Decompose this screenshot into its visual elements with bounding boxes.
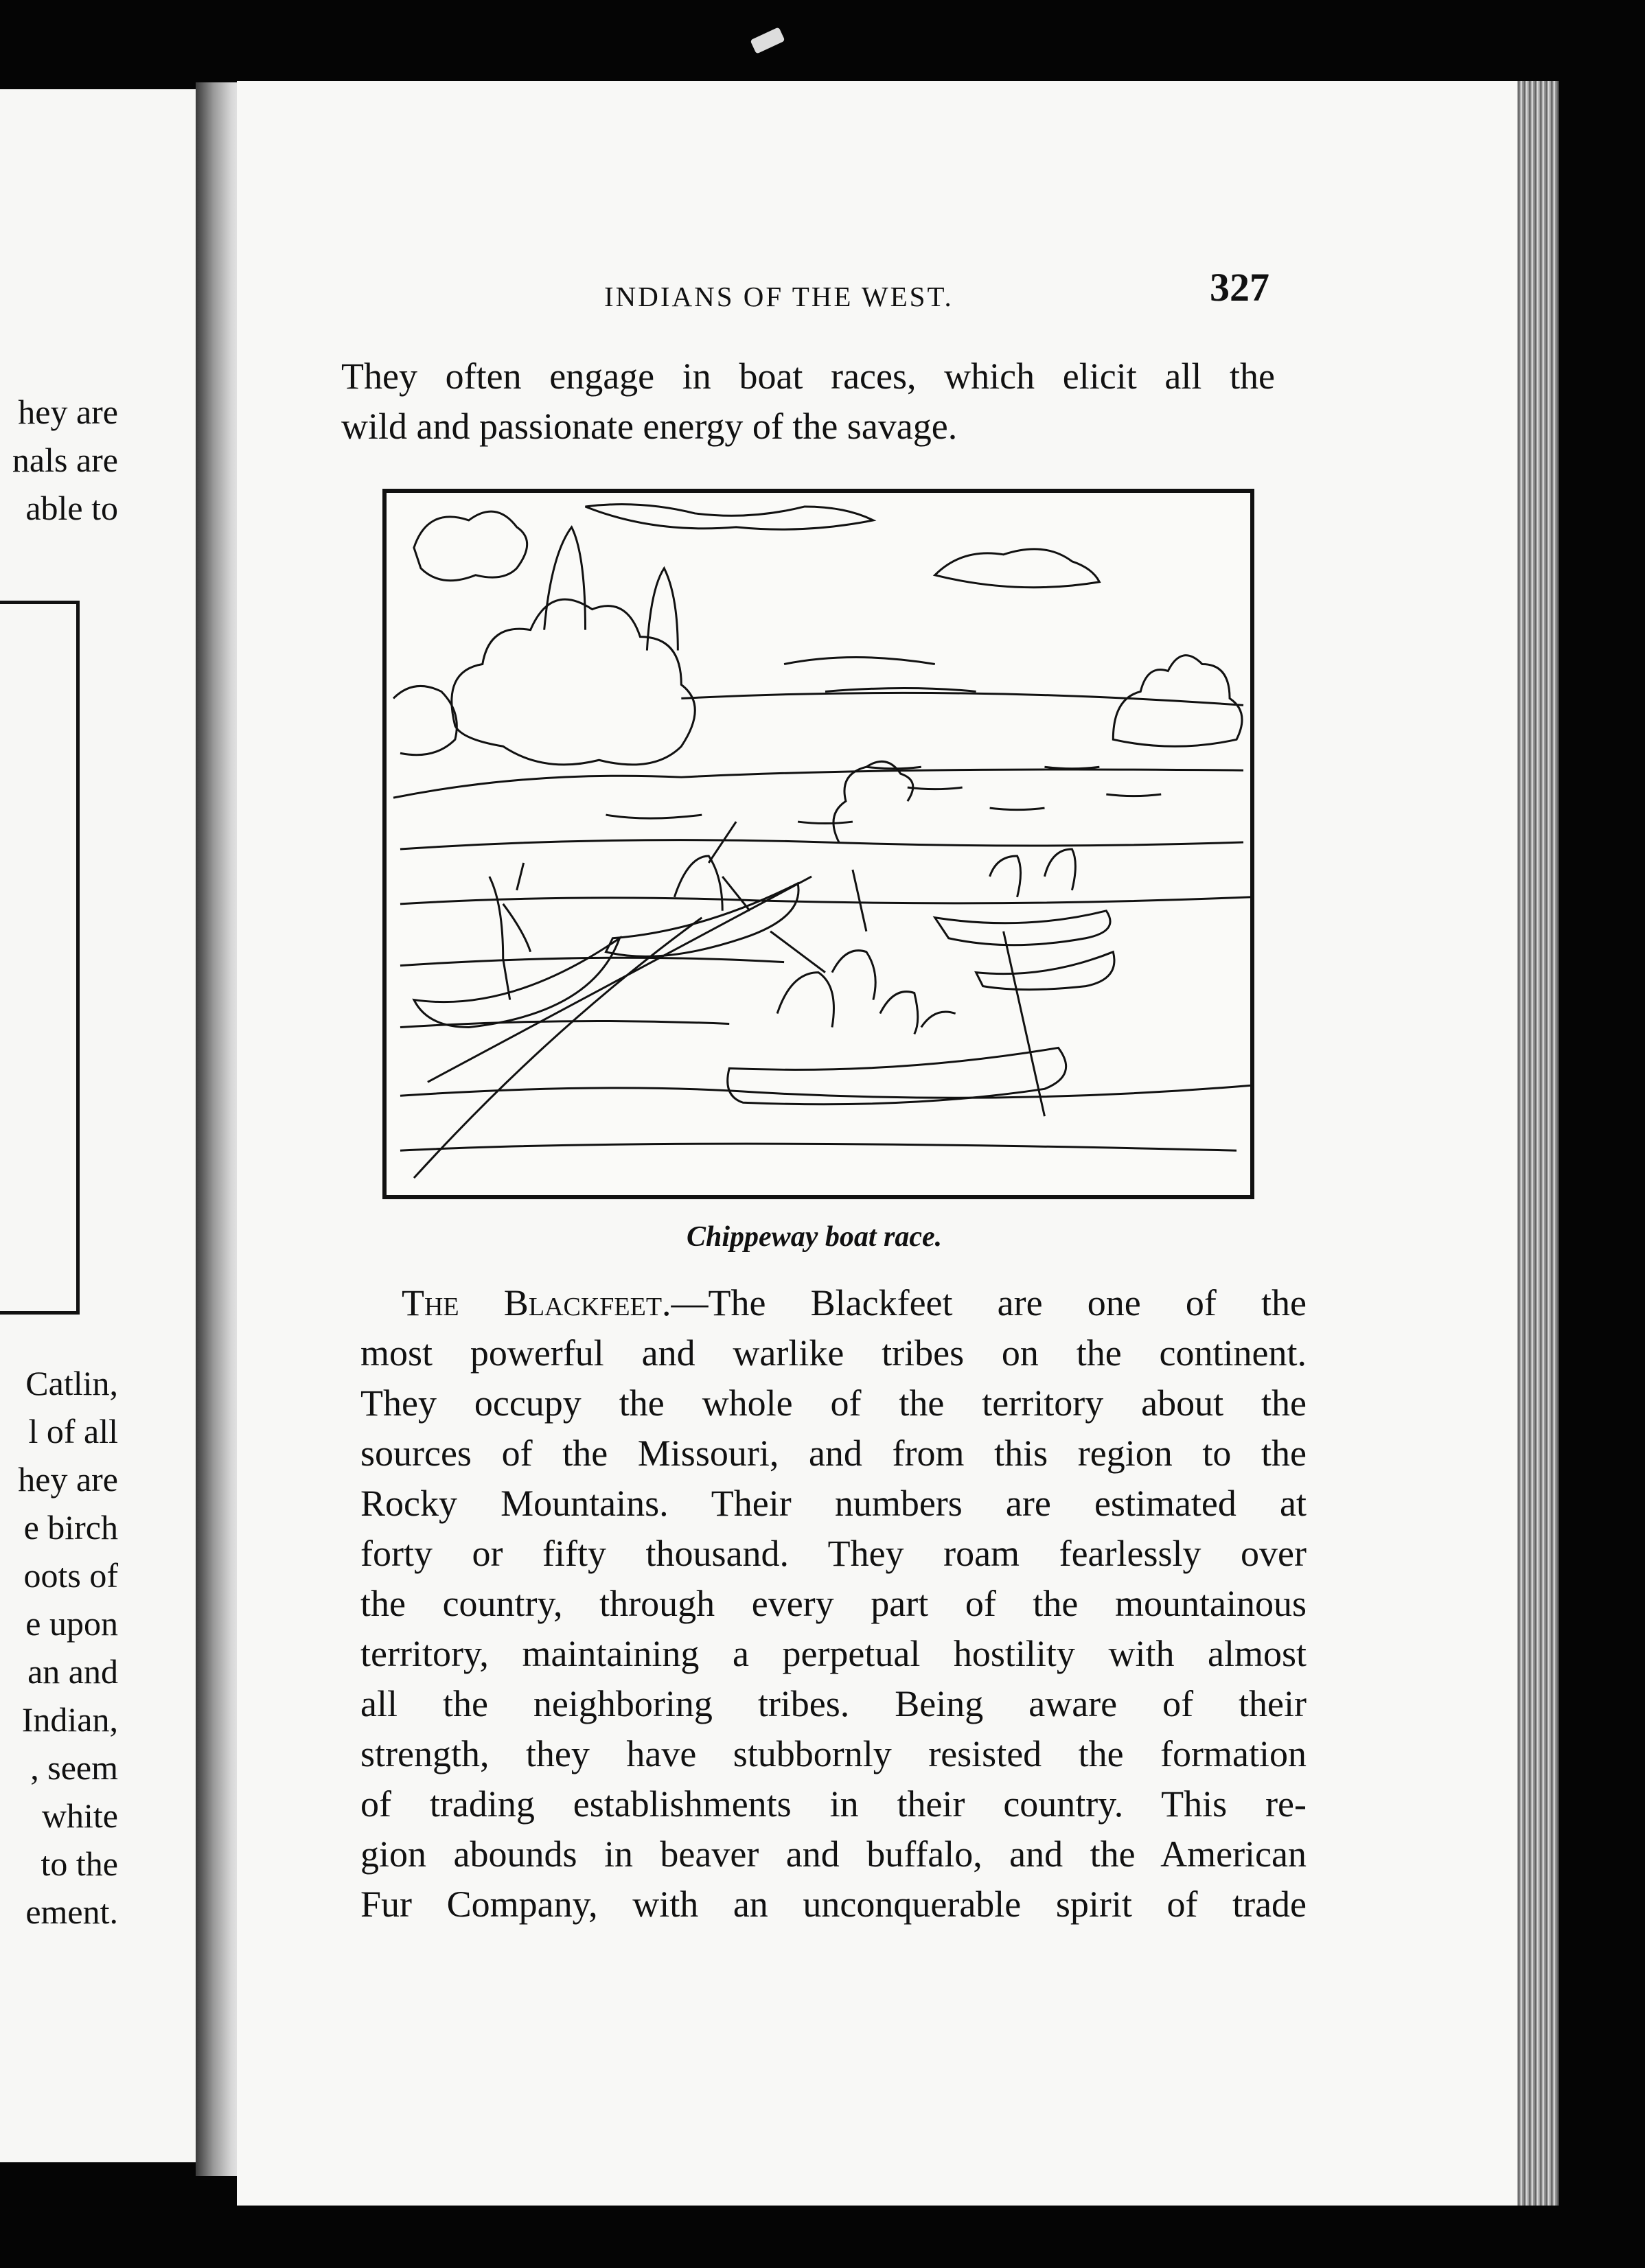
left-page-line: ement. — [25, 1893, 118, 1931]
text-fragment: —The Blackfeet are one of the — [671, 1282, 1307, 1323]
left-page-line: l of all — [28, 1412, 118, 1450]
text-line: wild and passionate energy of the savage. — [341, 406, 958, 447]
left-page-line: an and — [27, 1652, 118, 1691]
text-line: They occupy the whole of the territory about the — [360, 1382, 1307, 1424]
left-page-line: , seem — [30, 1748, 118, 1787]
left-page-line: able to — [25, 489, 118, 527]
text-line: most powerful and warlike tribes on the continent. — [360, 1332, 1307, 1374]
left-page-line: oots of — [23, 1556, 118, 1595]
left-page-line: hey are — [18, 1460, 118, 1498]
boat-race-engraving — [387, 493, 1250, 1195]
left-page-line: white — [41, 1796, 118, 1835]
text-line: territory, maintaining a perpetual hostility with almost — [360, 1633, 1307, 1674]
bookmark-tab — [750, 27, 785, 54]
text-line: sources of the Missouri, and from this region to the — [360, 1433, 1307, 1474]
text-line: They often engage in boat races, which elicit all the — [341, 356, 1275, 397]
page-number: 327 — [1210, 265, 1269, 310]
page-edges — [1517, 81, 1558, 2206]
left-page-line: hey are — [18, 393, 118, 431]
running-head: INDIANS OF THE WEST. — [604, 281, 954, 312]
left-page-line: nals are — [12, 441, 118, 479]
blackfeet-paragraph — [360, 1278, 1307, 1930]
left-page-line: to the — [41, 1844, 118, 1883]
text-line: Rocky Mountains. Their numbers are estimated at — [360, 1483, 1307, 1524]
text-line: gion abounds in beaver and buffalo, and the American — [360, 1833, 1307, 1875]
left-page — [0, 89, 206, 2162]
text-line: Fur Company, with an unconquerable spirit of trade — [360, 1884, 1307, 1925]
text-line: all the neighboring tribes. Being aware of their — [360, 1683, 1307, 1724]
intro-paragraph — [341, 351, 1275, 452]
engraving-illustration — [382, 489, 1254, 1199]
text-line: of trading establishments in their country. This re- — [360, 1783, 1307, 1825]
left-page-line: e upon — [25, 1604, 118, 1643]
left-page-line: Indian, — [21, 1700, 118, 1739]
text-line: the country, through every part of the mountainous — [360, 1583, 1307, 1624]
text-line: strength, they have stubbornly resisted the formation — [360, 1733, 1307, 1774]
text-line — [360, 1278, 1307, 1328]
left-page-line: Catlin, — [25, 1364, 118, 1402]
left-page-line: e birch — [23, 1508, 118, 1547]
text-line: forty or fifty thousand. They roam fearlessly over — [360, 1533, 1307, 1574]
section-heading: The Blackfeet. — [402, 1282, 671, 1323]
figure-caption: Chippeway boat race. — [687, 1221, 943, 1253]
left-page-illustration-frame — [0, 601, 80, 1315]
